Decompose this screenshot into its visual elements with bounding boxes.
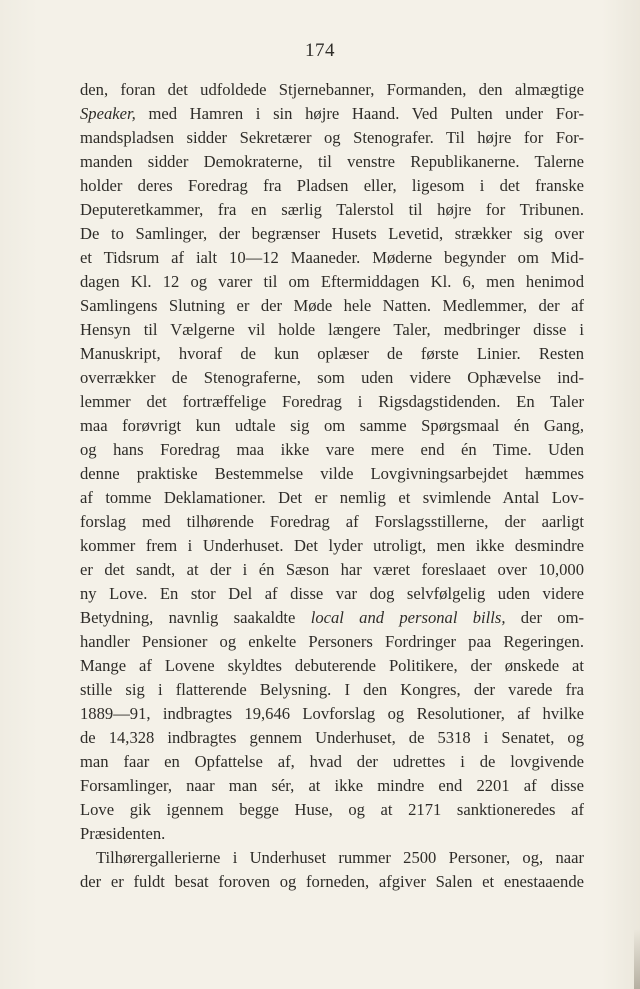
text-line: dagen Kl. 12 og varer til om Eftermiddagen Kl. 6, men henimod [80, 272, 584, 291]
text-line: de 14,328 indbragtes gennem Underhuset, de 5318 i Senatet, og [80, 728, 584, 747]
text-line: og hans Foredrag maa ikke vare mere end én Time. Uden [80, 440, 584, 459]
text-line: stille sig i flatterende Belysning. I den Kongres, der varede fra [80, 680, 584, 699]
italic-term: local and personal bills, [310, 608, 506, 627]
text-line: Samlingens Slutning er der Møde hele Natten. Medlemmer, der af [80, 296, 584, 315]
text-line: mandspladsen sidder Sekretærer og Stenografer. Til højre for For- [80, 128, 584, 147]
text-line: Hensyn til Vælgerne vil holde længere Taler, medbringer disse i [80, 320, 584, 339]
text-line: overrækker de Stenograferne, som uden videre Ophævelse ind- [80, 368, 584, 387]
page-edge-shadow [634, 929, 640, 989]
text-line: Manuskript, hvoraf de kun oplæser de første Linier. Resten [80, 344, 584, 363]
text-line: Deputeretkammer, fra en særlig Talerstol til højre for Tribunen. [80, 200, 584, 219]
text-line: ny Love. En stor Del af disse var dog selvfølgelig uden videre [80, 584, 584, 603]
text-line: De to Samlinger, der begrænser Husets Levetid, strækker sig over [80, 224, 584, 243]
page-number: 174 [305, 40, 335, 61]
text-line: 1889—91, indbragtes 19,646 Lovforslag og Resolutioner, af hvilke [80, 704, 584, 723]
text-line: der er fuldt besat foroven og forneden, afgiver Salen et enestaaende [80, 872, 584, 891]
text-line: lemmer det fortræffelige Foredrag i Rigsdagstidenden. En Taler [80, 392, 584, 411]
text-line: Mange af Lovene skyldtes debuterende Politikere, der ønskede at [80, 656, 584, 675]
text-line: er det sandt, at der i én Sæson har været foreslaaet over 10,000 [80, 560, 584, 579]
italic-term: Speaker, [80, 104, 136, 123]
text-line: denne praktiske Bestemmelse vilde Lovgivningsarbejdet hæmmes [80, 464, 584, 483]
text-line: Forsamlinger, naar man sér, at ikke mindre end 2201 af disse [80, 776, 584, 795]
text-line: Speaker, med Hamren i sin højre Haand. Ved Pulten under For- [80, 104, 584, 123]
text-line: Betydning, navnlig saakaldte local and personal bills, der om- [80, 608, 584, 627]
text-line: handler Pensioner og enkelte Personers Fordringer paa Regeringen. [80, 632, 584, 651]
body-text [80, 78, 584, 894]
text-line: Love gik igennem begge Huse, og at 2171 sanktioneredes af [80, 800, 584, 819]
text-line: den, foran det udfoldede Stjernebanner, Formanden, den almægtige [80, 80, 584, 99]
text-line: holder deres Foredrag fra Pladsen eller, ligesom i det franske [80, 176, 584, 195]
text-line: af tomme Deklamationer. Det er nemlig et svimlende Antal Lov- [80, 488, 584, 507]
text-line: manden sidder Demokraterne, til venstre Republikanerne. Talerne [80, 152, 584, 171]
text-line: kommer frem i Underhuset. Det lyder utroligt, men ikke desmindre [80, 536, 584, 555]
text-line: Tilhørergallerierne i Underhuset rummer 2500 Personer, og, naar [96, 848, 584, 867]
text-line: Præsidenten. [80, 824, 166, 843]
text-line: forslag med tilhørende Foredrag af Forslagsstillerne, der aarligt [80, 512, 584, 531]
text-line: et Tidsrum af ialt 10—12 Maaneder. Møderne begynder om Mid- [80, 248, 584, 267]
text-line: man faar en Opfattelse af, hvad der udrettes i de lovgivende [80, 752, 584, 771]
text-line: maa forøvrigt kun udtale sig om samme Spørgsmaal én Gang, [80, 416, 584, 435]
